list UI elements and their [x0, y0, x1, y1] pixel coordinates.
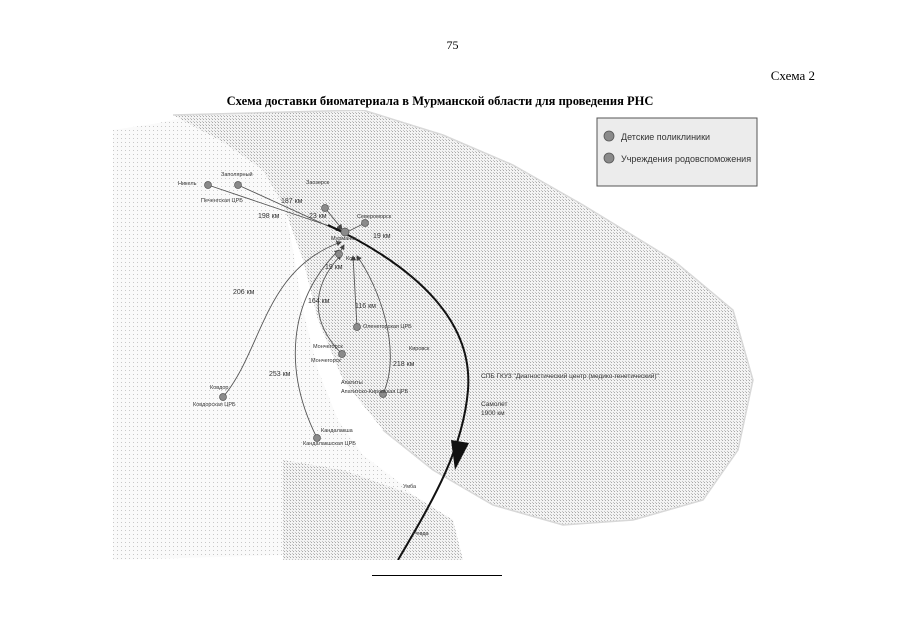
label-apatity: Апатиты — [341, 380, 363, 386]
distance-label: 164 км — [308, 298, 330, 305]
delivery-map — [113, 110, 763, 560]
distance-label: 19 км — [373, 233, 391, 240]
legend-dot-maternity — [604, 153, 614, 163]
label-nikel: Никель — [178, 181, 197, 187]
footnote-rule — [372, 575, 502, 576]
label-murmansk: Мурманск — [331, 236, 357, 242]
label-zaozersk: Заозерск — [306, 180, 330, 186]
point-kola — [336, 251, 343, 258]
distance-label: 253 км — [269, 371, 291, 378]
point-severomorsk — [362, 220, 369, 227]
label-kandalaksha: Кандалакша — [321, 428, 353, 434]
distance-label: 206 км — [233, 289, 255, 296]
label-severomorsk: Североморск — [357, 214, 392, 220]
point-monchegorsk — [339, 351, 346, 358]
page-number: 75 — [446, 38, 459, 52]
label-kola: Кола — [346, 256, 359, 262]
distance-label: 116 км — [355, 303, 376, 310]
distance-label: 198 км — [258, 213, 280, 220]
legend-label-maternity: Учреждения родовспоможения — [621, 154, 752, 164]
label-apatity-kirovsk-crb: Апатитско-Кировская ЦРБ — [341, 389, 409, 395]
legend-label-clinics: Детские поликлиники — [621, 132, 711, 142]
distance-label: 187 км — [281, 198, 303, 205]
point-zaozersk — [322, 205, 329, 212]
point-murmansk — [341, 228, 349, 236]
destination-transport: Самолет — [481, 401, 508, 408]
destination-distance: 1900 км — [481, 410, 505, 417]
label-zapolyarny: Заполярный — [221, 172, 253, 178]
point-zapolyarny — [235, 182, 242, 189]
label-pechenga-crb: Печенгская ЦРБ — [201, 198, 243, 204]
distance-label: 19 км — [325, 264, 343, 271]
destination-label: СПБ ГКУЗ "Диагностический центр (медико-генетический)" — [481, 373, 659, 380]
label-kandalaksha-crb: Кандалакшская ЦРБ — [303, 441, 356, 447]
label-kirovsk: Кировск — [409, 346, 430, 352]
point-olenegorsk — [354, 324, 361, 331]
distance-label: 23 км — [309, 213, 327, 220]
label-umba: Умба — [403, 484, 417, 490]
label-revda: Ревда — [413, 531, 429, 537]
label-kovdor: Ковдор — [210, 385, 229, 391]
legend — [597, 118, 757, 186]
scheme-label: Схема 2 — [770, 68, 815, 83]
document-title: Схема доставки биоматериала в Мурманской области для проведения РНС — [226, 94, 654, 108]
point-kovdor — [220, 394, 227, 401]
point-nikel — [205, 182, 212, 189]
label-kovdor-crb: Ковдорская ЦРБ — [193, 402, 236, 408]
label-olenegorsk-crb: Оленегорская ЦРБ — [363, 324, 412, 330]
label-monchegorsk: Мончегорск — [313, 344, 343, 350]
label-monchegorsk-crb: Мончегорск — [311, 358, 341, 364]
distance-label: 218 км — [393, 361, 415, 368]
legend-dot-clinics — [604, 131, 614, 141]
